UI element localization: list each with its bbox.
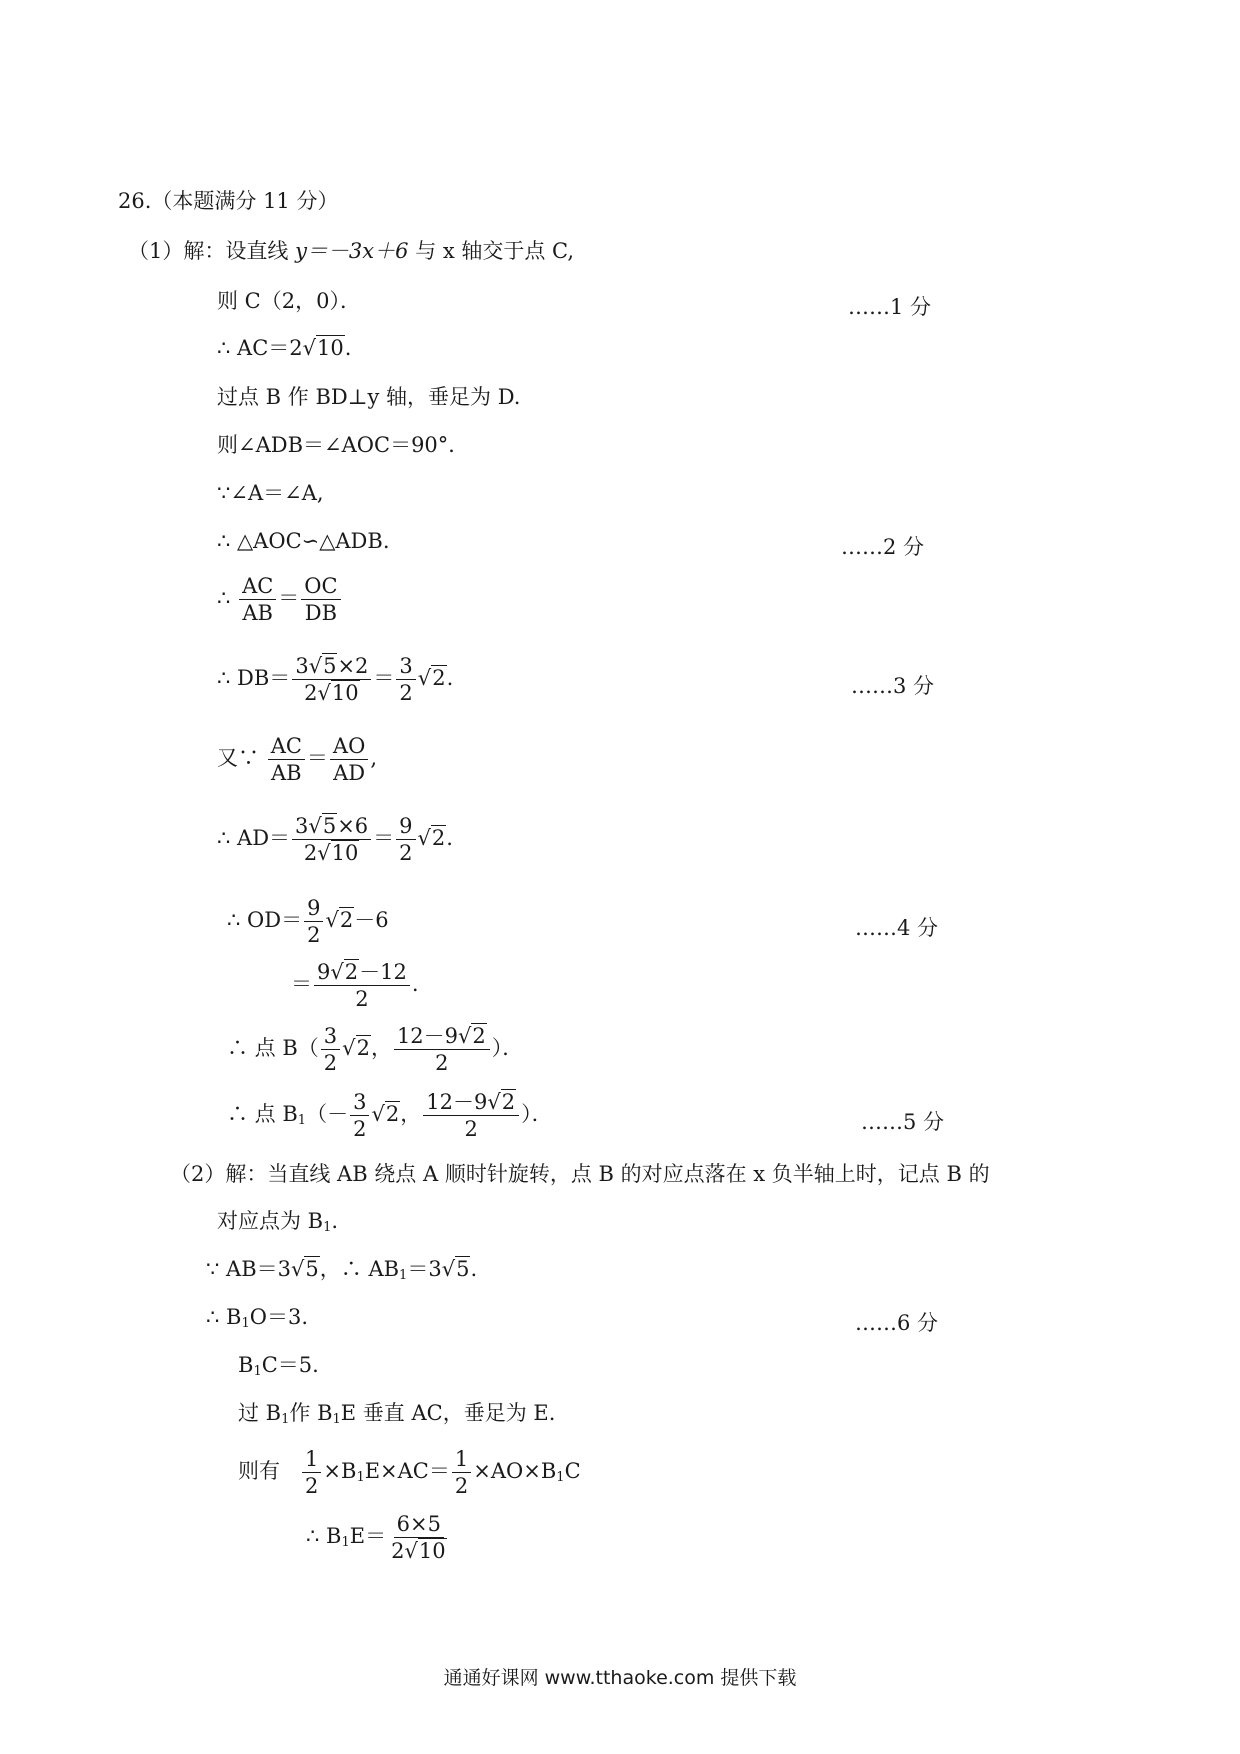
step-ab-length: ∵ AB＝3√5，∴ $AB_1=3√5$.: [206, 1257, 478, 1283]
question-header: 26.（本题满分 11 分）: [118, 189, 339, 213]
step-b1o-length: ∴ $B_1O=3$.: [206, 1305, 309, 1331]
step-od-simplified: ＝ $\frac{9√2-12}{2}$ .: [291, 960, 419, 1012]
step-ad-length: ∴ AD＝ $\frac{3√5\times 6}{2√10}$ ＝ $\frac{9}{2}$ √2.: [217, 814, 453, 866]
step-od-length: ∴ OD＝ $\frac{9}{2}$ √2－6: [227, 896, 389, 948]
footer-source: 通通好课网 www.tthaoke.com 提供下载: [443, 1667, 797, 1689]
step-b1c-length: $B_1C=5$.: [238, 1353, 319, 1379]
score-6: ……6 分: [855, 1311, 939, 1335]
score-3: ……3 分: [851, 674, 935, 698]
step-draw-bd: 过点 B 作 BD⊥y 轴，垂足为 D.: [217, 385, 521, 409]
part2-intro: （2）解：当直线 AB 绕点 A 顺时针旋转，点 B 的对应点落在 x 负半轴上时，记点 B 的: [170, 1162, 990, 1186]
score-5: ……5 分: [861, 1110, 945, 1134]
score-4: ……4 分: [855, 916, 939, 940]
score-2: ……2 分: [841, 535, 925, 559]
step-db-length: ∴ DB＝ $\frac{3√5\times 2}{2√10}$ ＝ $\frac{3}{2}$ √2.: [217, 654, 454, 706]
score-1: ……1 分: [848, 295, 932, 319]
step-similar-triangles: ∴ △AOC∽△ADB.: [217, 529, 390, 553]
step-right-angles: 则∠ADB＝∠AOC＝90°．: [217, 433, 470, 457]
intro-suffix: 与 x 轴交于点 C,: [415, 239, 575, 263]
part1-intro: [128, 241, 574, 262]
step-area-equation: 则有 $\frac{1}{2}$ $\times B_1E\times AC=$ $\frac{1}{2}$ $\times AO\times B_1C$: [238, 1447, 581, 1499]
step-c-coordinates: 则 C（2，0）．: [217, 289, 361, 313]
step-b1e-length: ∴ $B_1E=$ $\frac{6\times 5}{2√10}$: [306, 1512, 446, 1564]
step-ac-length: ∴ AC＝2√10.: [217, 336, 352, 360]
step-point-b: ∴ 点 B（ $\frac{3}{2}$ √2， $\frac{12-9√2}{2}$ ）．: [227, 1024, 524, 1076]
step-point-b1: ∴ 点 $B_1(-$ $\frac{3}{2}$ √2， $\frac{12-9√2}{2}$ ）．: [227, 1090, 553, 1142]
line-equation: y＝－3x＋6: [295, 239, 409, 263]
part2-intro-cont: 对应点为 $B_1$.: [217, 1209, 339, 1235]
step-draw-b1e: 过 $B_1$作 $B_1E$ 垂直 AC，垂足为 E.: [238, 1401, 556, 1427]
step-ratio-1: ∴ $\frac{AC}{AB}$ ＝ $\frac{OC}{DB}$: [217, 575, 343, 624]
step-common-angle: ∵∠A＝∠A,: [217, 481, 324, 505]
intro-prefix: （1）解：设直线: [128, 239, 289, 263]
step-ratio-2: 又∵ $\frac{AC}{AB}$ ＝ $\frac{AO}{AD}$ ,: [217, 734, 377, 786]
